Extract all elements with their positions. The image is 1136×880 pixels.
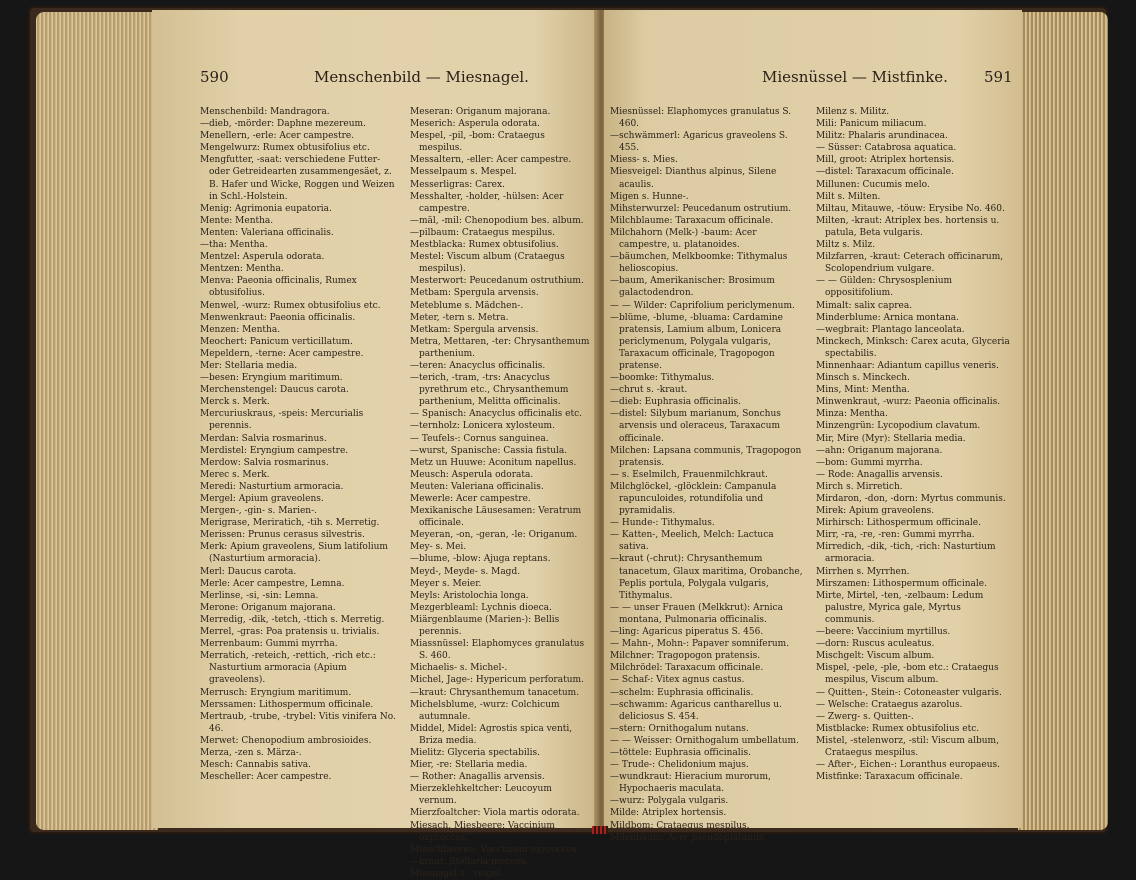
dictionary-entry: Meyeran, -on, -geran, -le: Origanum.: [410, 530, 578, 541]
dictionary-entry: Minwenkraut, -wurz: Paeonia officinalis.: [816, 397, 1001, 408]
dictionary-entry: Mescheller: Acer campestre.: [200, 772, 332, 783]
dictionary-entry: — s. Eselmilch, Frauenmilchkraut.: [610, 469, 768, 480]
dictionary-entry: Mespel, -pil, -bom: Crataegus mespilus.: [410, 131, 545, 154]
dictionary-entry: Mey- s. Mei.: [410, 542, 467, 553]
dictionary-entry: Milten, -kraut: Atriplex bes. hortensis u. patula, Beta vulgaris.: [816, 215, 1000, 238]
dictionary-entry: Mirhirsch: Lithospermum officinale.: [816, 518, 981, 529]
dictionary-entry: — Teufels-: Cornus sanguinea.: [410, 433, 549, 444]
dictionary-entry: Mercuriuskraus, -speis: Mercurialis perennis.: [200, 409, 364, 432]
dictionary-entry: Miassnüssel: Elaphomyces granulatus S. 460.: [410, 639, 585, 662]
dictionary-entry: Mirek: Apium graveolens.: [816, 506, 935, 517]
dictionary-entry: Merigrase, Meriratich, -tih s. Merretig.: [200, 518, 380, 529]
dictionary-entry: Mirte, Mirtel, -ten, -zelbaum: Ledum palustre, Myrica gale, Myrtus communis.: [816, 590, 984, 625]
dictionary-entry: Miesnagel s. -veigel.: [410, 868, 504, 879]
dictionary-entry: Miltz s. Milz.: [816, 240, 876, 251]
dictionary-entry: —dieb: Euphrasia officinalis.: [610, 397, 741, 408]
dictionary-entry: Merissen: Prunus cerasus silvestris.: [200, 530, 365, 541]
dictionary-entry: —besen: Eryngium maritimum.: [200, 373, 343, 384]
dictionary-entry: Mirdaron, -don, -dorn: Myrtus communis.: [816, 494, 1006, 504]
dictionary-entry: —wegbrait: Plantago lanceolata.: [816, 324, 965, 335]
dictionary-entry: Mentzen: Mentha.: [200, 264, 284, 275]
dictionary-entry: Mirszamen: Lithospermum officinale.: [816, 578, 987, 589]
dictionary-entry: Mins, Mint: Mentha.: [816, 385, 910, 396]
dictionary-entry: Mesch: Cannabis sativa.: [200, 760, 312, 771]
dictionary-entry: Minsch s. Minckech.: [816, 373, 910, 384]
dictionary-entry: Messhalter, -holder, -hülsen: Acer campestre.: [410, 191, 564, 214]
dictionary-entry: Merdan: Salvia rosmarinus.: [200, 433, 327, 444]
dictionary-entry: —boomke: Tithymalus.: [610, 373, 715, 384]
dictionary-entry: Mistblacke: Rumex obtusifolius etc.: [816, 723, 980, 734]
dictionary-entry: Mierzeklehkeltcher: Leucoyum vernum.: [410, 784, 552, 807]
dictionary-entry: —distel: Silybum marianum, Sonchus arvensis und oleraceus, Taraxacum officinale.: [610, 409, 781, 444]
dictionary-entry: Merone: Origanum majorana.: [200, 602, 336, 613]
dictionary-entry: —ternholz: Lonicera xylosteum.: [410, 421, 555, 432]
dictionary-entry: — — Wilder: Caprifolium periclymenum.: [610, 300, 795, 311]
dictionary-entry: Miltau, Mitauwe, -töuw: Erysibe No. 460.: [816, 203, 1005, 214]
left-column-1: [200, 106, 396, 783]
left-page-number: 590: [200, 68, 229, 86]
dictionary-entry: Messaltern, -eller: Acer campestre.: [410, 155, 572, 166]
right-page-number: 591: [984, 68, 1013, 86]
dictionary-entry: Middel, Midel: Agrostis spica venti, Briza media.: [410, 723, 573, 746]
dictionary-entry: Meserich: Asperula odorata.: [410, 119, 540, 130]
dictionary-entry: —distel: Taraxacum officinale.: [816, 167, 954, 178]
dictionary-entry: —bom: Gummi myrrha.: [816, 457, 923, 468]
dictionary-entry: Mihsterwurzel: Peucedanum ostrutium.: [610, 203, 792, 214]
dictionary-entry: Merlinse, -si, -sin: Lemna.: [200, 590, 319, 601]
dictionary-entry: Miärgenblaume (Marien-): Bellis perennis.: [410, 614, 560, 638]
dictionary-entry: Mewerle: Acer campestre.: [410, 494, 531, 504]
dictionary-entry: Merdistel: Eryngium campestre.: [200, 445, 349, 456]
dictionary-entry: Milenbaum: Acer pseudoplatanus.: [610, 832, 767, 843]
dictionary-entry: Migen s. Hunne-.: [610, 191, 689, 202]
dictionary-entry: Mepeldern, -terne: Acer campestre.: [200, 348, 364, 359]
dictionary-entry: Merratich, -reteich, -rettich, -rich etc.: Nasturtium armoracia (Apium graveolens).: [200, 651, 376, 686]
page-edges-left: [36, 12, 158, 830]
dictionary-entry: Menva: Paeonia officinalis, Rumex obtusifolius.: [200, 276, 357, 299]
dictionary-entry: Minzengrün: Lycopodium clavatum.: [816, 421, 981, 432]
dictionary-entry: — Quitten-, Stein-: Cotoneaster vulgaris.: [816, 687, 1002, 698]
dictionary-entry: Mertraub, -trube, -trybel: Vitis vinifera No. 46.: [200, 711, 396, 734]
dictionary-entry: Mistel, -stelenworz, -stil: Viscum album, Crataegus mespilus.: [816, 735, 999, 758]
dictionary-entry: — Zwerg- s. Quitten-.: [816, 711, 914, 722]
dictionary-entry: Milt s. Milten.: [816, 191, 881, 202]
dictionary-entry: — Spanisch: Anacyclus officinalis etc.: [410, 409, 583, 420]
dictionary-entry: Milde: Atriplex hortensis.: [610, 808, 727, 819]
dictionary-entry: Mili: Panicum miliacum.: [816, 119, 927, 130]
dictionary-entry: Minckech, Minksch: Carex acuta, Glyceria spectabilis.: [816, 336, 1010, 359]
dictionary-entry: Merl: Daucus carota.: [200, 566, 297, 577]
dictionary-entry: —stern: Ornithogalum nutans.: [610, 723, 749, 734]
dictionary-entry: Menwenkraut: Paeonia officinalis.: [200, 312, 356, 323]
dictionary-entry: —terich, -tram, -trs: Anacyclus pyrethrum etc., Chrysanthemum parthenium, Melitta officinalis.: [410, 373, 569, 408]
dictionary-entry: Minderblume: Arnica montana.: [816, 312, 959, 323]
dictionary-entry: Menzen: Mentha.: [200, 324, 281, 335]
dictionary-entry: —teren: Anacyclus officinalis.: [410, 360, 546, 371]
dictionary-entry: Milchglöckel, -glöcklein: Campanula rapunculoides, rotundifolia und pyramidalis.: [610, 481, 777, 517]
dictionary-entry: —kraut: Stellaria mucosa.: [410, 856, 529, 867]
dictionary-entry: Mispel, -pele, -ple, -bom etc.: Crataegus mespilus, Viscum album.: [816, 663, 999, 686]
dictionary-entry: Merchenstengel: Daucus carota.: [200, 385, 349, 396]
dictionary-entry: Milzfarren, -kraut: Ceterach officinarum, Scolopendrium vulgare.: [816, 252, 1004, 275]
page-edges-right: [1018, 12, 1108, 830]
dictionary-entry: — Rother: Anagallis arvensis.: [410, 772, 545, 783]
dictionary-entry: Miesnüssel: Elaphomyces granulatus S. 460.: [610, 107, 792, 130]
dictionary-entry: Metkam: Spergula arvensis.: [410, 324, 539, 335]
dictionary-entry: Mergel: Apium graveolens.: [200, 494, 324, 504]
dictionary-entry: Michaelis- s. Michel-.: [410, 663, 508, 674]
dictionary-entry: Mischgelt: Viscum album.: [816, 651, 935, 662]
dictionary-entry: Mentzel: Asperula odorata.: [200, 252, 325, 263]
dictionary-entry: Milenz s. Militz.: [816, 107, 890, 117]
dictionary-entry: —baum, Amerikanischer: Brosimum galactodendron.: [610, 276, 775, 299]
dictionary-entry: Mestel: Viscum album (Crataegus mespilus).: [410, 252, 565, 275]
dictionary-entry: Menschenbild: Mandragora.: [200, 107, 330, 117]
dictionary-entry: —schwamm: Agaricus cantharellus u. deliciosus S. 454.: [610, 699, 782, 722]
dictionary-entry: Merle: Acer campestre, Lemna.: [200, 578, 345, 589]
binding-stitch: [592, 826, 608, 834]
dictionary-entry: Michel, Jage-: Hypericum perforatum.: [410, 675, 584, 686]
dictionary-entry: Mirch s. Mirretich.: [816, 481, 903, 492]
dictionary-entry: — — unser Frauen (Melkkrut): Arnica montana, Pulmonaria officinalis.: [610, 602, 783, 625]
dictionary-entry: — After-, Eichen-: Loranthus europaeus.: [816, 760, 1001, 771]
dictionary-entry: —bäumchen, Melkboomke: Tithymalus helioscopius.: [610, 252, 788, 275]
dictionary-entry: — Welsche: Crataegus azarolus.: [816, 699, 963, 710]
dictionary-entry: Mestblacka: Rumex obtusifolius.: [410, 240, 559, 251]
dictionary-entry: —töttele: Euphrasia officinalis.: [610, 747, 752, 758]
dictionary-entry: Merwet: Chenopodium ambrosioides.: [200, 735, 372, 746]
dictionary-entry: —blüme, -blume, -bluama: Cardamine pratensis, Lamium album, Lonicera periclymenum, Polygala vulgaris, Taraxacum officinale, Tragopogon pratense.: [610, 312, 783, 371]
dictionary-entry: Menig: Agrimonia eupatoria.: [200, 203, 332, 214]
dictionary-entry: Mielitz: Glyceria spectabilis.: [410, 747, 540, 758]
dictionary-entry: Meseran: Origanum majorana.: [410, 107, 551, 117]
dictionary-entry: —ahn: Origanum majorana.: [816, 445, 943, 456]
dictionary-entry: Mier, -re: Stellaria media.: [410, 760, 528, 771]
dictionary-entry: — Süsser: Catabrosa aquatica.: [816, 143, 957, 154]
dictionary-entry: Miess- s. Mies.: [610, 155, 678, 166]
dictionary-entry: —wurz: Polygala vulgaris.: [610, 796, 729, 807]
dictionary-entry: Miesach, Miesbeere: Vaccinium oxycoccos.: [410, 820, 555, 843]
dictionary-entry: —blume, -blow: Ajuga reptans.: [410, 554, 551, 565]
dictionary-entry: — Hunde-: Tithymalus.: [610, 518, 715, 529]
dictionary-entry: —schwämmerl: Agaricus graveolens S. 455.: [610, 131, 788, 154]
dictionary-entry: Mirredich, -dik, -tich, -rich: Nasturtium armoracia.: [816, 542, 996, 565]
dictionary-entry: — Katten-, Meelich, Melch: Lactuca sativa.: [610, 530, 774, 553]
dictionary-entry: Meyer s. Meier.: [410, 578, 482, 589]
dictionary-entry: Mierzfoaltcher: Viola martis odorata.: [410, 808, 580, 819]
dictionary-entry: Meusch: Asperula odorata.: [410, 469, 534, 480]
dictionary-entry: Merssamen: Lithospermum officinale.: [200, 699, 374, 710]
dictionary-entry: —beere: Vaccinium myrtillus.: [816, 627, 951, 638]
dictionary-entry: — Rode: Anagallis arvensis.: [816, 469, 943, 480]
dictionary-entry: Messelpaum s. Mespel.: [410, 167, 517, 178]
dictionary-entry: —ling: Agaricus piperatus S. 456.: [610, 627, 764, 638]
dictionary-entry: —mäl, -mil: Chenopodium bes. album.: [410, 215, 584, 226]
dictionary-entry: Mergen-, -gin- s. Marien-.: [200, 506, 317, 517]
dictionary-entry: Mistfinke: Taraxacum officinale.: [816, 772, 963, 783]
dictionary-entry: Milchen: Lapsana communis, Tragopogon pratensis.: [610, 445, 802, 468]
left-page-header: Menschenbild — Miesnagel.: [314, 68, 529, 86]
dictionary-entry: Meyls: Aristolochia longa.: [410, 590, 529, 601]
dictionary-entry: —kraut: Chrysanthemum tanacetum.: [410, 687, 580, 698]
dictionary-entry: Menellern, -erle: Acer campestre.: [200, 131, 355, 142]
dictionary-entry: Meter, -tern s. Metra.: [410, 312, 509, 323]
dictionary-entry: Milchblaume: Taraxacum officinale.: [610, 215, 774, 226]
dictionary-entry: —schelm: Euphrasia officinalis.: [610, 687, 754, 698]
dictionary-entry: —wundkraut: Hieracium murorum, Hypochaeris maculata.: [610, 772, 771, 795]
dictionary-entry: Mengelwurz: Rumex obtusifolius etc.: [200, 143, 370, 154]
dictionary-entry: Milchner: Tragopogon pratensis.: [610, 651, 761, 662]
dictionary-entry: Mirrhen s. Myrrhen.: [816, 566, 910, 577]
dictionary-entry: Meyd-, Meyde- s. Magd.: [410, 566, 521, 577]
dictionary-entry: Mimalt: salix caprea.: [816, 300, 913, 311]
dictionary-entry: Mente: Mentha.: [200, 215, 274, 226]
dictionary-entry: Minnenhaar: Adiantum capillus veneris.: [816, 360, 999, 371]
dictionary-entry: — Schaf-: Vitex agnus castus.: [610, 675, 745, 686]
dictionary-entry: Merrusch: Eryngium maritimum.: [200, 687, 352, 698]
dictionary-entry: Mill, groot: Atriplex hortensis.: [816, 155, 955, 166]
left-column-2: [410, 106, 590, 880]
dictionary-entry: Milchahorn (Melk-) -baum: Acer campestre, u. platanoides.: [610, 227, 757, 251]
dictionary-entry: Metra, Mettaren, -ter: Chrysanthemum parthenium.: [410, 336, 590, 359]
dictionary-entry: — Mahn-, Mohn-: Papaver somniferum.: [610, 639, 790, 650]
dictionary-entry: Minza: Mentha.: [816, 409, 888, 420]
right-page: [604, 10, 1022, 843]
dictionary-entry: —kraut (-chrut): Chrysanthemum tanacetum, Glaux maritima, Orobanche, Peplis portula, Polygala vulgaris, Tithymalus.: [610, 554, 803, 601]
dictionary-entry: —pilbaum: Crataegus mespilus.: [410, 227, 556, 238]
dictionary-entry: Menten: Valeriana officinalis.: [200, 227, 334, 238]
dictionary-entry: Merdow: Salvia rosmarinus.: [200, 457, 329, 468]
dictionary-entry: Merec s. Merk.: [200, 469, 270, 480]
dictionary-entry: — — Weisser: Ornithogalum umbellatum.: [610, 735, 799, 746]
dictionary-entry: Mesterwort: Peucedanum ostruthium.: [410, 276, 584, 287]
dictionary-entry: Merk: Apium graveolens, Sium latifolium (Nasturtium armoracia).: [200, 542, 388, 565]
dictionary-entry: Millunen: Cucumis melo.: [816, 179, 930, 190]
dictionary-entry: Mir, Mire (Myr): Stellaria media.: [816, 433, 966, 444]
dictionary-entry: Mexikanische Läusesamen: Veratrum officinale.: [410, 506, 582, 529]
dictionary-entry: —tha: Mentha.: [200, 240, 268, 251]
dictionary-entry: Merza, -zen s. Märza-.: [200, 747, 302, 758]
dictionary-entry: —dieb, -mörder: Daphne mezereum.: [200, 119, 366, 130]
dictionary-entry: Militz: Phalaris arundinacea.: [816, 131, 948, 142]
dictionary-entry: Merrenbaum: Gummi myrrha.: [200, 639, 338, 650]
dictionary-entry: Metz un Huuwe: Aconitum napellus.: [410, 457, 577, 468]
dictionary-entry: Michelsblume, -wurz: Colchicum autumnale.: [410, 699, 560, 722]
dictionary-entry: Mirr, -ra, -re, -ren: Gummi myrrha.: [816, 530, 975, 541]
dictionary-entry: —wurst, Spanische: Cassia fistula.: [410, 445, 568, 456]
right-page-header: Miesnüssel — Mistfinke.: [762, 68, 948, 86]
dictionary-entry: Merrel, -gras: Poa pratensis u. trivialis.: [200, 627, 380, 638]
dictionary-entry: — Trude-: Chelidonium majus.: [610, 760, 749, 771]
dictionary-entry: Meteblume s. Mädchen-.: [410, 300, 524, 311]
dictionary-entry: Milchrödel: Taraxacum officinale.: [610, 663, 764, 674]
dictionary-entry: Meuten: Valeriana officinalis.: [410, 481, 544, 492]
dictionary-entry: Menwel, -wurz: Rumex obtusifolius etc.: [200, 300, 381, 311]
dictionary-entry: Metbam: Spergula arvensis.: [410, 288, 539, 299]
dictionary-entry: Meredi: Nasturtium armoracia.: [200, 481, 344, 492]
dictionary-entry: —dorn: Ruscus aculeatus.: [816, 639, 935, 650]
dictionary-entry: Meochert: Panicum verticillatum.: [200, 336, 353, 347]
dictionary-entry: Mer: Stellaria media.: [200, 360, 298, 371]
dictionary-entry: Mengfutter, -saat: verschiedene Futter- oder Getreidearten zusammengesäet, z. B. Hafer und Wicke, Roggen und Weizen in Schl.-Holstein.: [200, 155, 395, 202]
dictionary-entry: Mildbom: Crataegus mespilus.: [610, 820, 750, 831]
dictionary-entry: Merck s. Merk.: [200, 397, 270, 408]
left-page: [152, 10, 600, 879]
dictionary-entry: Mezgerbleaml: Lychnis dioeca.: [410, 602, 552, 613]
dictionary-entry: Messerligras: Carex.: [410, 179, 505, 190]
dictionary-entry: Mieschbeeren: Vaccinium oxycoccos.: [410, 844, 580, 855]
dictionary-entry: — — Gülden: Chrysosplenium oppositifolium.: [816, 276, 953, 299]
right-column-2: [816, 106, 1012, 783]
right-column-1: [610, 106, 806, 844]
dictionary-entry: —chrut s. -kraut.: [610, 385, 688, 396]
dictionary-entry: Miesveigel: Dianthus alpinus, Silene acaulis.: [610, 167, 777, 190]
dictionary-entry: Merredig, -dik, -tetch, -ttich s. Merretig.: [200, 614, 385, 625]
